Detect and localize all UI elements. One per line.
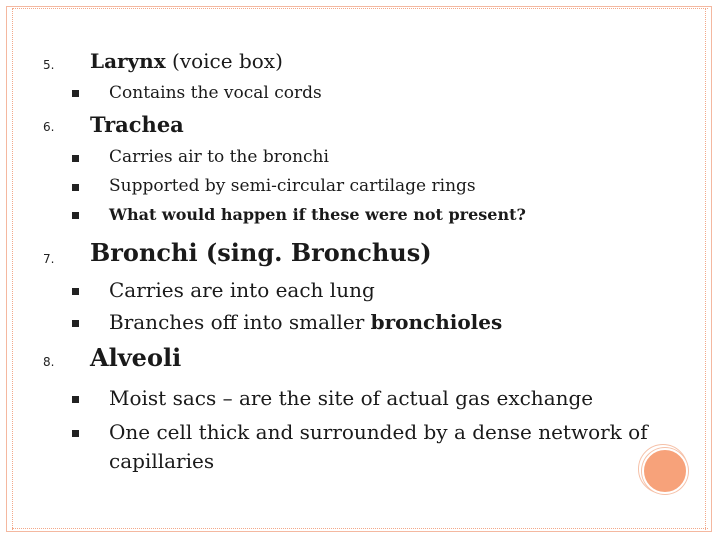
left-border-decoration: [8, 8, 13, 530]
bullet-square-icon: [72, 320, 79, 327]
bullet-square-icon: [72, 90, 79, 97]
heading-rest: (voice box): [165, 49, 283, 73]
section-heading-larynx: [90, 49, 283, 73]
bullet-text-mixed: [109, 310, 502, 334]
bullet-square-icon: [72, 288, 79, 295]
heading-bold: Bronchi (sing. Bronchus): [90, 238, 432, 267]
right-border-decoration: [705, 8, 706, 530]
bullet-plain: Branches off into smaller: [109, 310, 371, 334]
bullet-square-icon: [72, 396, 79, 403]
bullet-square-icon: [72, 184, 79, 191]
bullet-square-icon: [72, 155, 79, 162]
bullet-square-icon: [72, 430, 79, 437]
item-number: 7.: [43, 252, 55, 266]
bullet-text: What would happen if these were not present?: [109, 205, 526, 224]
section-heading-bronchi: [90, 238, 432, 267]
bullet-text: Carries are into each lung: [109, 278, 375, 302]
section-heading-alveoli: [90, 343, 181, 372]
heading-bold: Larynx: [90, 49, 166, 73]
heading-bold: Trachea: [90, 112, 184, 137]
decorative-circle-icon: [642, 448, 688, 494]
bullet-text: One cell thick and surrounded by a dense network of: [109, 420, 648, 444]
item-number: 6.: [43, 120, 55, 134]
section-heading-trachea: [90, 112, 184, 137]
item-number: 8.: [43, 355, 55, 369]
bottom-border-decoration: [12, 528, 708, 529]
top-border-decoration: [12, 8, 708, 9]
bullet-bold: bronchioles: [370, 310, 503, 334]
bullet-text: Carries air to the bronchi: [109, 147, 329, 167]
bullet-square-icon: [72, 212, 79, 219]
bullet-text-continuation: capillaries: [109, 449, 215, 473]
bullet-text: Moist sacs – are the site of actual gas exchange: [109, 386, 594, 410]
item-number: 5.: [43, 58, 55, 72]
bullet-text: Contains the vocal cords: [109, 83, 322, 103]
heading-bold: Alveoli: [90, 343, 182, 372]
bullet-text: Supported by semi-circular cartilage rings: [109, 176, 476, 196]
